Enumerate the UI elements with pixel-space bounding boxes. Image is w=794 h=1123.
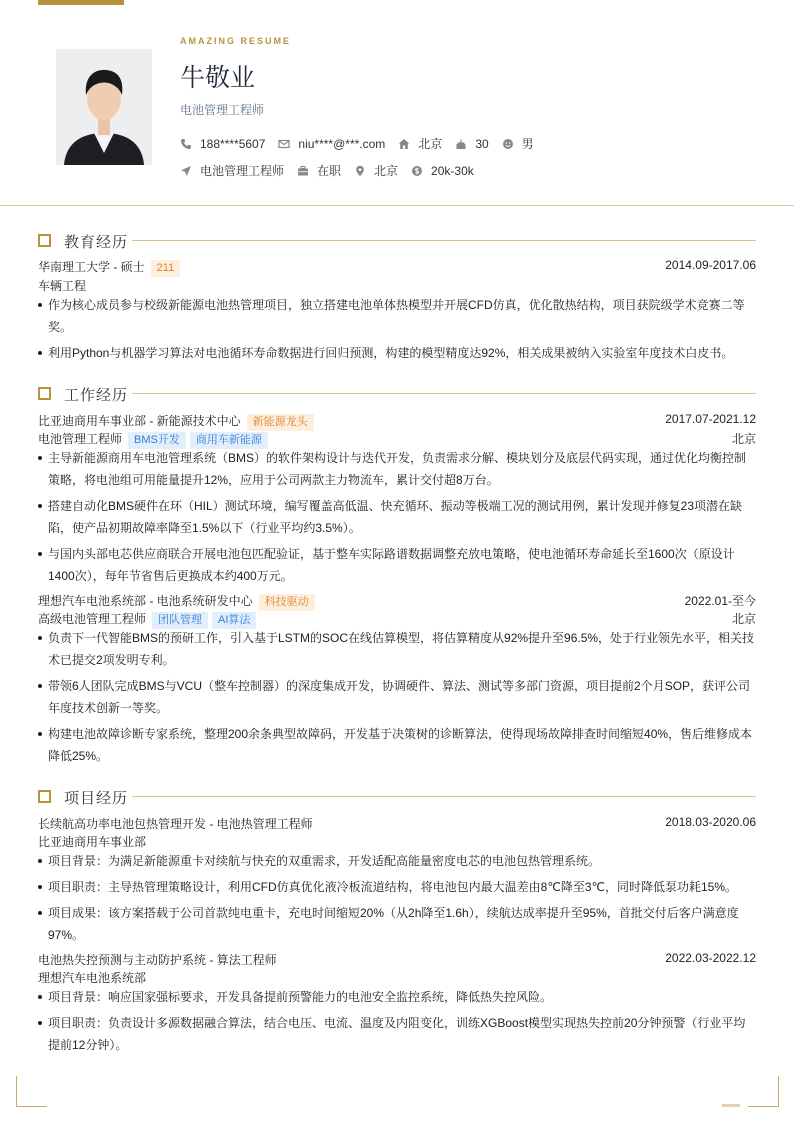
home-icon: [398, 138, 410, 150]
role-tag: 商用车新能源: [190, 432, 268, 449]
job-2-header: [38, 592, 756, 611]
send-icon: [180, 165, 192, 177]
age-text: 30: [475, 136, 489, 151]
resume-header: [0, 0, 794, 206]
company-name: 理想汽车电池系统部 - 电池系统研发中心: [38, 594, 253, 608]
list-item: 项目成果：该方案搭载于公司首款纯电重卡，充电时间缩短20%（从2h降至1.6h），续航达成率提升至95%，首批交付后客户满意度97%。: [38, 902, 756, 946]
list-item: 项目背景：响应国家强标要求，开发具备提前预警能力的电池安全监控系统，降低热失控风险。: [38, 986, 756, 1008]
briefcase-icon: [297, 165, 309, 177]
location-item: [398, 135, 442, 152]
list-item: 作为核心成员参与校级新能源电池热管理项目，独立搭建电池单体热模型并开展CFD仿真，优化散热结构，项目获院级学术竞赛二等奖。: [38, 294, 756, 338]
project-org: 理想汽车电池系统部: [38, 971, 147, 985]
status-text: 在职: [317, 164, 342, 178]
salary-item: [411, 164, 474, 178]
projects-section-header: [38, 788, 756, 807]
school-name: 华南理工大学 - 硕士: [38, 260, 145, 274]
project-period: 2022.03-2022.12: [665, 951, 756, 965]
email-icon: [278, 138, 290, 150]
gender-item: [502, 135, 534, 152]
job-city: 北京: [731, 612, 756, 626]
list-item: 项目职责：主导热管理策略设计，利用CFD仿真优化液冷板流道结构，将电池包内最大温差由8℃降至3℃，同时降低泵功耗15%。: [38, 876, 756, 898]
role-tag: 团队管理: [152, 612, 208, 629]
role-name: 电池管理工程师: [38, 432, 123, 446]
section-marker-icon: [38, 790, 51, 803]
salary-text: 20k-30k: [431, 163, 474, 178]
list-item: 负责下一代智能BMS的预研工作，引入基于LSTM的SOC在线估算模型，将估算精度从92%提升至96.5%，处于行业领先水平，相关技术已提交2项发明专利。: [38, 627, 756, 671]
location-icon: [354, 165, 366, 177]
candidate-title: 电池管理工程师: [180, 103, 265, 117]
section-marker-icon: [38, 234, 51, 247]
work-section-title: 工作经历: [64, 387, 129, 404]
section-divider: [132, 393, 756, 394]
target-job-text: 电池管理工程师: [200, 164, 285, 178]
page-marker: [722, 1104, 740, 1107]
corner-decoration: [748, 1076, 779, 1107]
project-title: 电池热失控预测与主动防护系统 - 算法工程师: [38, 953, 277, 967]
role-tag: AI算法: [212, 612, 256, 629]
target-city-item: [354, 162, 398, 179]
phone-text: 188****5607: [200, 136, 266, 151]
candidate-name: 牛敬业: [180, 64, 256, 92]
location-text: 北京: [418, 137, 443, 151]
list-item: 利用Python与机器学习算法对电池循环寿命数据进行回归预测，构建的模型精度达92%，相关成果被纳入实验室年度技术白皮书。: [38, 342, 756, 364]
section-divider: [132, 240, 756, 241]
company-tag: 科技驱动: [259, 594, 315, 611]
brand-label: AMAZING RESUME: [180, 36, 291, 46]
gender-text: 男: [521, 137, 534, 151]
company-name: 比亚迪商用车事业部 - 新能源技术中心: [38, 414, 241, 428]
section-divider: [132, 796, 756, 797]
job-1-header: [38, 412, 756, 431]
job-period: 2022.01-至今: [684, 594, 756, 608]
list-item: 主导新能源商用车电池管理系统（BMS）的软件架构设计与迭代开发，负责需求分解、模块划分及底层代码实现，通过优化均衡控制策略，将电池组可用能量提升12%，应用于公司两款主力物流车，累计交付超8万台。: [38, 447, 756, 491]
email-text: niu****@***.com: [298, 136, 386, 151]
list-item: 与国内头部电芯供应商联合开展电池包匹配验证，基于整车实际路谱数据调整充放电策略，使电池循环寿命延长至1600次（原设计1400次），每年节省售后更换成本约400万元。: [38, 543, 756, 587]
job-city: 北京: [731, 432, 756, 446]
project-1-header: [38, 815, 756, 832]
education-period: 2014.09-2017.06: [665, 258, 756, 272]
intent-row: [180, 162, 487, 179]
target-city-text: 北京: [374, 164, 399, 178]
age-item: [455, 137, 488, 151]
email-item: [278, 137, 385, 151]
money-icon: [411, 165, 423, 177]
work-section-header: [38, 385, 756, 404]
list-item: 项目职责：负责设计多源数据融合算法，结合电压、电流、温度及内阻变化，训练XGBoost模型实现热失控前20分钟预警（行业平均提前12分钟）。: [38, 1012, 756, 1056]
list-item: 项目背景：为满足新能源重卡对续航与快充的双重需求，开发适配高能量密度电芯的电池包热管理系统。: [38, 850, 756, 872]
avatar-photo: [56, 49, 152, 165]
corner-decoration: [16, 1076, 47, 1107]
list-item: 构建电池故障诊断专家系统，整理200余条典型故障码，开发基于决策树的诊断算法，使得现场故障排查时间缩短40%，售后维修成本降低25%。: [38, 723, 756, 767]
education-major: 车辆工程: [38, 279, 87, 293]
gender-icon: [502, 138, 514, 150]
project-org: 比亚迪商用车事业部: [38, 835, 147, 849]
projects-section-title: 项目经历: [64, 790, 129, 807]
education-section-title: 教育经历: [64, 234, 129, 251]
project-2-header: [38, 951, 756, 968]
cake-icon: [455, 138, 467, 150]
phone-icon: [180, 138, 192, 150]
contact-row: [180, 135, 547, 152]
target-job-item: [180, 162, 284, 179]
list-item: 带领6人团队完成BMS与VCU（整车控制器）的深度集成开发，协调硬件、算法、测试等多部门资源，项目提前2个月SOP，获评公司年度技术创新一等奖。: [38, 675, 756, 719]
role-name: 高级电池管理工程师: [38, 612, 147, 626]
education-entry-header: [38, 258, 756, 277]
section-marker-icon: [38, 387, 51, 400]
project-title: 长续航高功率电池包热管理开发 - 电池热管理工程师: [38, 817, 313, 831]
status-item: [297, 162, 341, 179]
school-tag: 211: [151, 260, 181, 277]
job-period: 2017.07-2021.12: [665, 412, 756, 426]
company-tag: 新能源龙头: [247, 414, 314, 431]
phone-item: [180, 137, 265, 151]
project-period: 2018.03-2020.06: [665, 815, 756, 829]
education-section-header: [38, 232, 756, 251]
role-tag: BMS开发: [128, 432, 186, 449]
list-item: 搭建自动化BMS硬件在环（HIL）测试环境，编写覆盖高低温、快充循环、振动等极端工况的测试用例，累计发现并修复23项潜在缺陷，使产品初期故障率降至1.5%以下（行业平均约3.5%）。: [38, 495, 756, 539]
